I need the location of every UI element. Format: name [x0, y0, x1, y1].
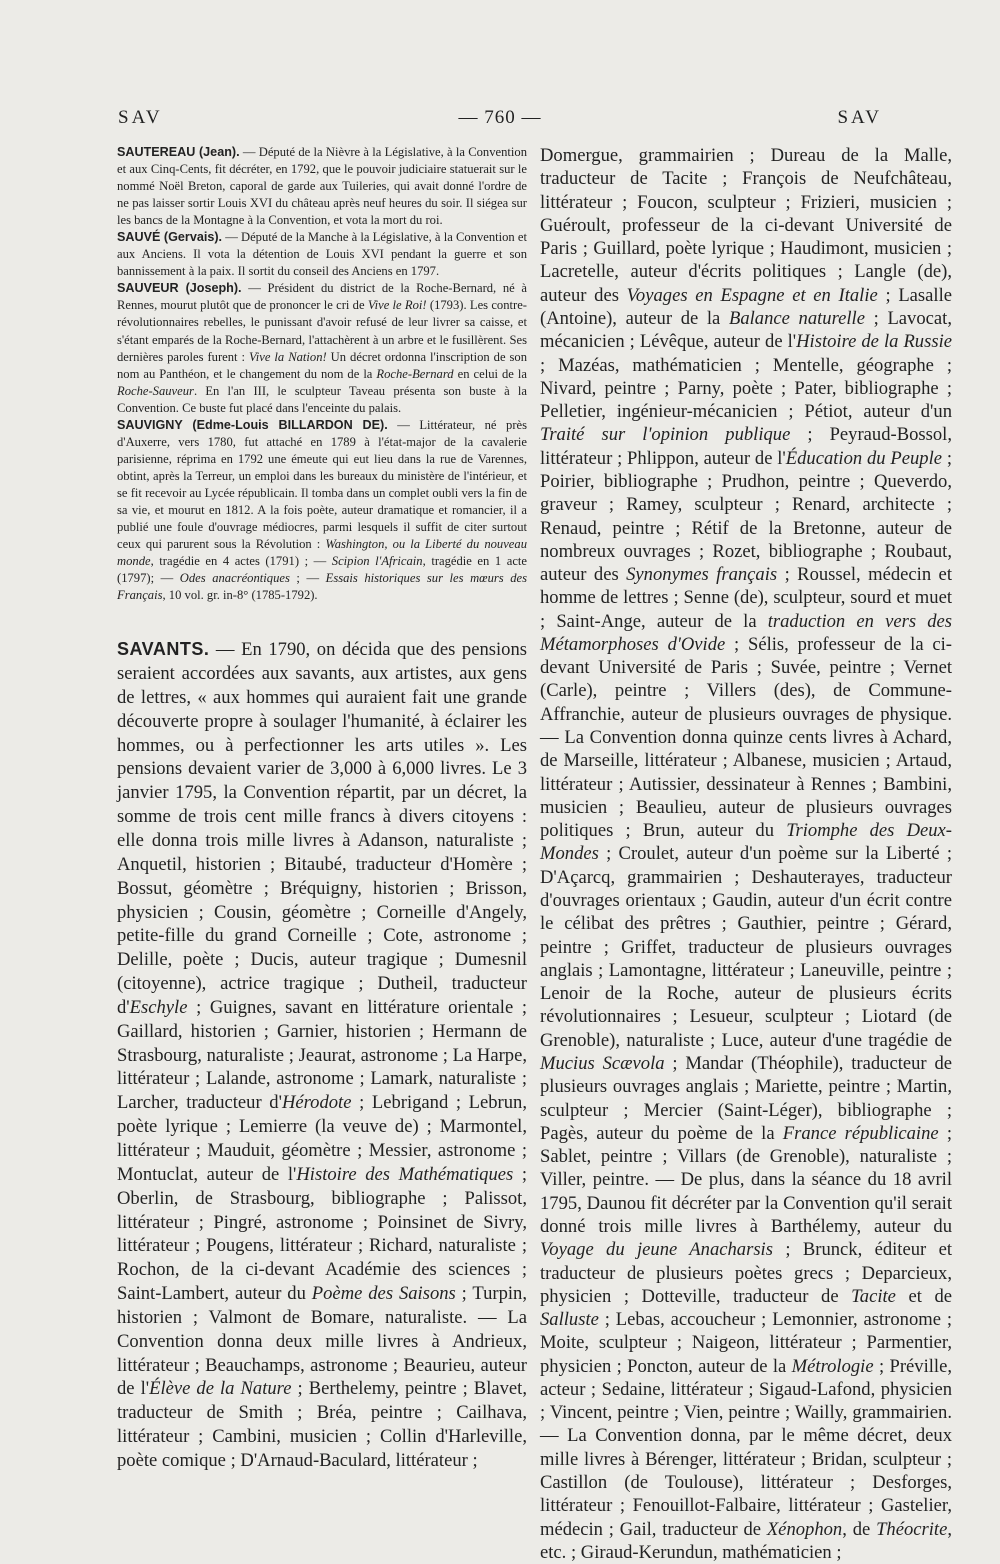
entry-text: ; Mazéas, mathématicien ; Mentelle, géographe ; Nivard, peintre ; Parny, poète ; Pater, bibliographe ; Pelletier, ingénieur-mécanicien ; Pétiot, auteur d'un — [540, 354, 952, 423]
entry-italic: France républicaine — [782, 1122, 939, 1144]
entry-italic: Métrologie — [791, 1355, 874, 1377]
entry-italic: Voyage du jeune Anacharsis — [540, 1239, 773, 1261]
entry-text: , de — [842, 1518, 877, 1540]
entry-italic: Odes anacréontiques — [179, 571, 290, 586]
entry-text: ; Brunck, éditeur et traducteur de plusieurs poètes grecs ; Deparcieux, physicien ; Dotteville, traducteur de — [540, 1239, 952, 1307]
entry-italic: Eschyle — [129, 996, 188, 1018]
entry-text: ; Mandar (Théophile), traducteur de plusieurs ouvrages anglais ; Mariette, peintre ; Martin, sculpteur ; Mercier (Saint-Léger), bibliographe ; Pagès, auteur du poème de la — [540, 1052, 952, 1144]
entry-text: ; Peyraud-Bossol, littérateur ; Phlippon, auteur de l' — [540, 424, 952, 469]
entry-text: (1793). Les contre-révolutionnaires rebelles, le punissant d'avoir refusé de leur livrer sa caisse, et s'étant emparés de la Roche-Bernard, l'attachèrent à un arbre et le fusillèrent. Ses dernières paroles furent : — [117, 298, 527, 364]
entry-italic: Xénophon — [766, 1518, 843, 1540]
entry-text: Un décret ordonna l'inscription de son nom au Panthéon, et le changement du nom de la — [117, 349, 528, 381]
left-column — [117, 144, 527, 1473]
entry-italic: Synonymes français — [626, 564, 778, 586]
entry-text: , tragédie en 1 acte (1797); — — [117, 554, 528, 586]
savants-continued — [540, 144, 952, 1564]
entry-italic: Vive le Roi! — [367, 298, 427, 313]
entry-text: ; Turpin, historien ; Valmont de Bomare, naturaliste. — La Convention donna deux mille livres à Andrieux, littérateur ; Beauchamps, astronome ; Beaurieu, auteur de l' — [117, 1283, 527, 1400]
entry-text: ; Lebrigand ; Lebrun, poète lyrique ; Lemierre (la veuve de) ; Marmontel, littérateur ; Mauduit, géomètre ; Messier, astronome ; Montuclat, auteur de l' — [117, 1092, 527, 1185]
entry-name: SAUTEREAU (Jean). — [117, 145, 240, 159]
entry-text: . En l'an III, le sculpteur Taveau présenta son buste à la Convention. Ce buste fut placé dans l'enceinte du palais. — [117, 383, 527, 415]
entry-text: ; Croulet, auteur d'un poème sur la Liberté ; D'Açarcq, grammairien ; Deshauterayes, traducteur d'ouvrages orientaux ; Gaudin, auteur d'un écrit contre le célibat des prêtres ; Gauthier, peintre ; Gérard, peintre ; Griffet, traducteur de plusieurs ouvrages anglais ; Lamontagne, littérateur ; Laneuville, peintre ; Lenoir de la Roche, auteur de plusieurs écrits révolutionnaires ; Lesueur, sculpteur ; Liotard (de Grenoble), naturaliste ; Luce, auteur d'une tragédie de — [540, 843, 952, 1051]
page-number: — 760 — — [458, 107, 542, 128]
entry-sauve — [117, 229, 527, 280]
entry-text: ; Guignes, savant en littérature orientale ; Gaillard, historien ; Garnier, historien ; Hermann de Strasbourg, naturaliste ; Jeaurat, astronome ; La Harpe, littérateur ; Lalande, astronome ; Lamark, naturaliste ; Larcher, traducteur d' — [117, 996, 527, 1114]
entry-text: — En 1790, on décida que des pensions seraient accordées aux savants, aux artistes, aux gens de lettres, « aux hommes qui auraient fait une grande découverte propre à soulager l'humanité, à éclairer les hommes, ou à perfectionner les arts utiles ». Les pensions devaient varier de 3,000 à 6,000 livres. Le 3 janvier 1795, la Convention répartit, par un décret, la somme de trois cent mille francs à divers citoyens : elle donna trois mille livres à Adanson, naturaliste ; Anquetil, historien ; Bitaubé, traducteur d'Homère ; Bossut, géomètre ; Bréquigny, historien ; Brisson, physicien ; Cousin, géomètre ; Corneille d'Angely, petite-fille du grand Corneille ; Cote, astronome ; Delille, poète ; Ducis, auteur tragique ; Dumesnil (citoyenne), actrice tragique ; Dutheil, traducteur d' — [117, 639, 527, 1018]
entry-text: en celui de la — [453, 366, 527, 381]
entry-italic: traduction en vers des Métamorphoses d'Ovide — [540, 610, 952, 655]
entry-sauveur — [117, 280, 527, 416]
entry-text: — Député de la Nièvre à la Législative, à la Convention et aux Cinq-Cents, fit décréter, en 1792, que le pouvoir judiciaire statuerait sur le nommé Noël Breton, caporal de garde aux Tuileries, qui avait donné l'ordre de ne pas laisser sortir Louis XVI du château après neuf heures du soir. Il siégea sur les bancs de la Montagne à la Convention, et vota la mort du roi. — [117, 145, 527, 228]
entry-italic: Scipion l'Africain — [331, 554, 423, 569]
running-header — [118, 104, 882, 132]
header-right-sav: SAV — [837, 107, 882, 128]
entry-italic: Traité sur l'opinion publique — [540, 424, 791, 446]
entry-text: ; Oberlin, de Strasbourg, bibliographe ; Palissot, littérateur ; Pingré, astronome ; Poinsinet de Sivry, littérateur ; Pougens, littérateur ; Richard, naturaliste ; Rochon, de la ci-devant Académie des sciences ; Saint-Lambert, auteur du — [117, 1163, 528, 1305]
entry-text: ; Roussel, médecin et homme de lettres ; Senne (de), sculpteur, sourd et muet ; Saint-Ange, auteur de la — [540, 564, 952, 632]
entry-text: ; — — [289, 571, 326, 586]
entry-text: Domergue, grammairien ; Dureau de la Malle, traducteur de Tacite ; François de Neufchâteau, littérateur ; Foucon, sculpteur ; Frizieri, musicien ; Guéroult, professeur de la ci-devant Université de Paris ; Guillard, poète lyrique ; Haudimont, musicien ; Lacretelle, auteur d'écrits politiques ; Langle (de), auteur des — [540, 145, 952, 306]
entry-text: ; Berthelemy, peintre ; Blavet, traducteur de Smith ; Bréa, peintre ; Cailhava, littérateur ; Cambini, musicien ; Collin d'Harleville, poète comique ; D'Arnaud-Baculard, littérateur ; — [117, 1378, 527, 1471]
entry-text: , tragédie en 4 actes (1791) ; — — [150, 554, 332, 569]
right-column — [540, 144, 952, 1564]
entry-italic: Roche-Bernard — [376, 366, 454, 381]
entry-italic: Salluste — [540, 1309, 599, 1331]
entry-italic: Théocrite — [876, 1518, 948, 1540]
entry-italic: Histoire de la Russie — [796, 331, 952, 353]
entry-italic: Tacite — [851, 1285, 896, 1307]
entry-name: SAUVÉ (Gervais). — [117, 230, 223, 245]
entry-text: ; Poirier, bibliographe ; Prudhon, peintre ; Queverdo, graveur ; Ramey, sculpteur ; Renard, architecte ; Renaud, peintre ; Rétif de la Bretonne, auteur de nombreux ouvrages ; Rozet, bibliographe ; Roubaut, auteur des — [540, 447, 952, 586]
entry-italic: Éducation du Peuple — [785, 447, 943, 469]
entry-italic: Poème des Saisons — [311, 1283, 456, 1305]
entry-text: ; Sélis, professeur de la ci-devant Université de Paris ; Suvée, peintre ; Vernet (Carle), peintre ; Villers (des), de Commune-Affranchie, auteur de plusieurs ouvrages de physique. — La Convention donna quinze cents livres à Achard, de Marseille, littérateur ; Albanese, musicien ; Artaud, littérateur ; Autissier, dessinateur à Rennes ; Bambini, musicien ; Beaulieu, auteur de plusieurs ouvrages politiques ; Brun, auteur du — [540, 633, 952, 842]
entry-italic: Élève de la Nature — [149, 1378, 292, 1400]
entry-italic: Balance naturelle — [728, 307, 865, 329]
entry-italic: Washington, ou la Liberté du nouveau monde — [117, 537, 527, 569]
entry-italic: Hérodote — [281, 1092, 352, 1114]
entry-text: ; Lavocat, mécanicien ; Lévêque, auteur de l' — [540, 307, 952, 353]
entry-text: ; Préville, acteur ; Sedaine, littérateur ; Sigaud-Lafond, physicien ; Vincent, peintre ; Vien, peintre ; Wailly, grammairien. — La Convention donna, par le même décret, deux mille livres à Bérenger, littérateur ; Bridan, sculpteur ; Castillon (de Toulouse), littérateur ; Desforges, littérateur ; Fenouillot-Falbaire, littérateur ; Gastelier, médecin ; Gail, traducteur de — [540, 1355, 952, 1540]
entry-text: — Littérateur, né près d'Auxerre, vers 1780, fut attaché en 1789 à l'état-major de la cavalerie parisienne, réprima en 1792 une émeute qui eut lieu dans la rue de Varennes, obtint, après la Terreur, un emploi dans les bureaux du ministère de l'intérieur, et se fit recevoir au Lycée républicain. Il tomba dans un complet oubli vers la fin de sa vie, et mourut en 1812. A la fois poète, auteur dramatique et romancier, il a publié une foule d'ouvrage médiocres, parmi lesquels il suffit de citer surtout ceux qui parurent sous la Révolution : — [117, 417, 528, 552]
entry-text: ; Lebas, accoucheur ; Lemonnier, astronome ; Moite, sculpteur ; Naigeon, littérateur ; Parmentier, physicien ; Poncton, auteur de la — [540, 1309, 952, 1377]
entry-text: — Président du district de la Roche-Bernard, né à Rennes, mourut plutôt que de prononcer le cri de — [117, 281, 527, 313]
entry-italic: Roche-Sauveur — [117, 383, 194, 398]
entry-text: , etc. ; Giraud-Kerundun, mathématicien ; — [540, 1518, 952, 1563]
entry-italic: Vive la Nation! — [249, 349, 327, 364]
entry-heading: SAVANTS. — [117, 639, 210, 660]
entry-italic: Histoire des Mathématiques — [296, 1163, 514, 1185]
entry-text: et de — [895, 1285, 953, 1307]
entry-name: SAUVEUR (Joseph). — [117, 281, 242, 296]
header-left-sav: SAV — [118, 107, 163, 128]
entry-sautereau — [117, 144, 527, 229]
entry-italic: Mucius Scævola — [540, 1052, 665, 1074]
entry-text: — Député de la Manche à la Législative, à la Convention et aux Anciens. Il vota la détention de Louis XVI pendant la guerre et son bannissement à la paix. Il sortit du conseil des Anciens en 1797. — [117, 230, 527, 279]
entry-name: SAUVIGNY (Edme-Louis BILLARDON DE). — [117, 417, 388, 432]
entry-sauvigny — [117, 417, 527, 605]
entry-text: , 10 vol. gr. in-8° (1785-1792). — [162, 588, 318, 603]
entry-text: ; Sablet, peintre ; Villars (de Grenoble), naturaliste ; Viller, peintre. — De plus, dans la séance du 18 avril 1795, Daunou fit décréter par la Convention qu'il serait donné trois mille livres à Barthélemy, auteur du — [540, 1122, 952, 1237]
entry-italic: Triomphe des Deux-Mondes — [540, 820, 952, 865]
entry-italic: Voyages en Espagne et en Italie — [626, 284, 878, 306]
entry-italic: Essais historiques sur les mœurs des Français — [117, 571, 528, 603]
entry-savants — [117, 638, 527, 1473]
entry-text: ; Lasalle (Antoine), auteur de la — [540, 284, 953, 329]
